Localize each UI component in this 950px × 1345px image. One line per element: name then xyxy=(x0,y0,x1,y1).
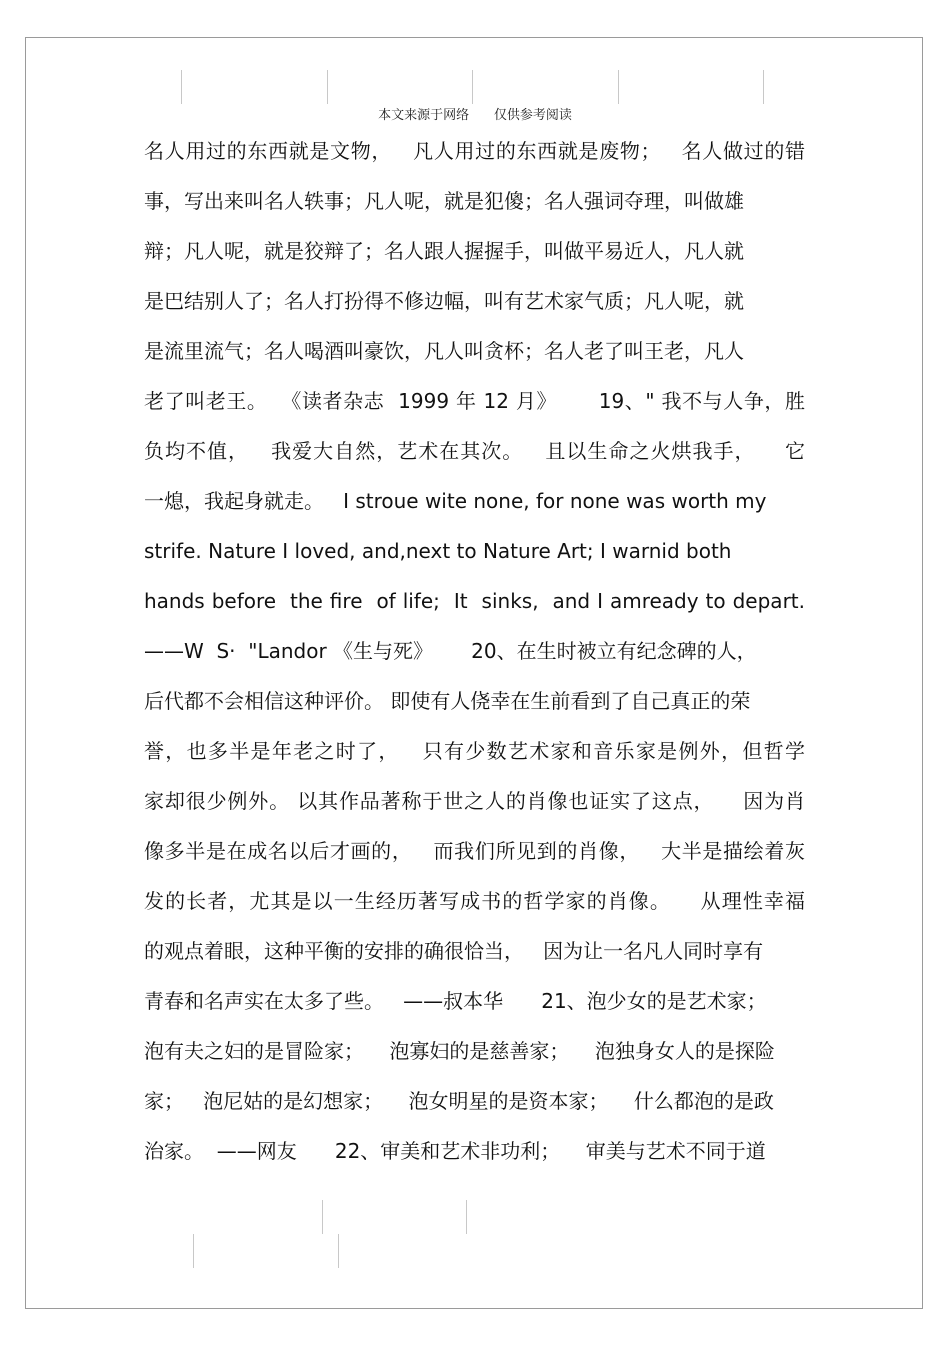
text-line: 家却很少例外。 以其作品著称于世之人的肖像也证实了这点， 因为肖 xyxy=(144,789,805,813)
text-line: hands before the fire of life; It sinks, and I amready to depart. xyxy=(144,589,805,613)
text-line: 是流里流气；名人喝酒叫豪饮，凡人叫贪杯；名人老了叫王老，凡人 xyxy=(144,339,744,363)
source-note: 本文来源于网络 仅供参考阅读 xyxy=(378,108,572,123)
text-line: 是巴结别人了；名人打扮得不修边幅，叫有艺术家气质；凡人呢，就 xyxy=(144,289,744,313)
text-line: 家； 泡尼姑的是幻想家； 泡女明星的是资本家； 什么都泡的是政 xyxy=(144,1089,774,1113)
text-line: 负均不值， 我爱大自然，艺术在其次。 且以生命之火烘我手， 它 xyxy=(144,439,805,463)
text-line: strife. Nature I loved, and,next to Nature Art; I warnid both xyxy=(144,539,732,563)
text-line: 青春和名声实在太多了些。 ——叔本华 21、泡少女的是艺术家； xyxy=(144,989,767,1013)
text-line: 发的长者，尤其是以一生经历著写成书的哲学家的肖像。 从理性幸福 xyxy=(144,889,805,913)
text-line: 泡有夫之妇的是冒险家； 泡寡妇的是慈善家； 泡独身女人的是探险 xyxy=(144,1039,775,1063)
text-line: 后代都不会相信这种评价。 即使有人侥幸在生前看到了自己真正的荣 xyxy=(144,689,751,713)
text-line: 的观点着眼，这种平衡的安排的确很恰当， 因为让一名凡人同时享有 xyxy=(144,939,764,963)
text-line: 一熄，我起身就走。 I stroue wite none, for none was worth my xyxy=(144,489,767,513)
text-line: 像多半是在成名以后才画的， 而我们所见到的肖像， 大半是描绘着灰 xyxy=(144,839,805,863)
text-line: 治家。 ——网友 22、审美和艺术非功利； 审美与艺术不同于道 xyxy=(144,1139,766,1163)
text-line: 辩；凡人呢，就是狡辩了；名人跟人握握手，叫做平易近人，凡人就 xyxy=(144,239,744,263)
text-line: 名人用过的东西就是文物， 凡人用过的东西就是废物； 名人做过的错 xyxy=(144,139,805,163)
text-line: 誉，也多半是年老之时了， 只有少数艺术家和音乐家是例外，但哲学 xyxy=(144,739,805,763)
text-line: 老了叫老王。 《读者杂志 1999 年 12 月》 19、" 我不与人争，胜 xyxy=(144,389,805,413)
text-line: 事，写出来叫名人轶事；凡人呢，就是犯傻；名人强词夺理，叫做雄 xyxy=(144,189,744,213)
text-line: ——W S· "Landor 《生与死》 20、在生时被立有纪念碑的人， xyxy=(144,639,757,663)
